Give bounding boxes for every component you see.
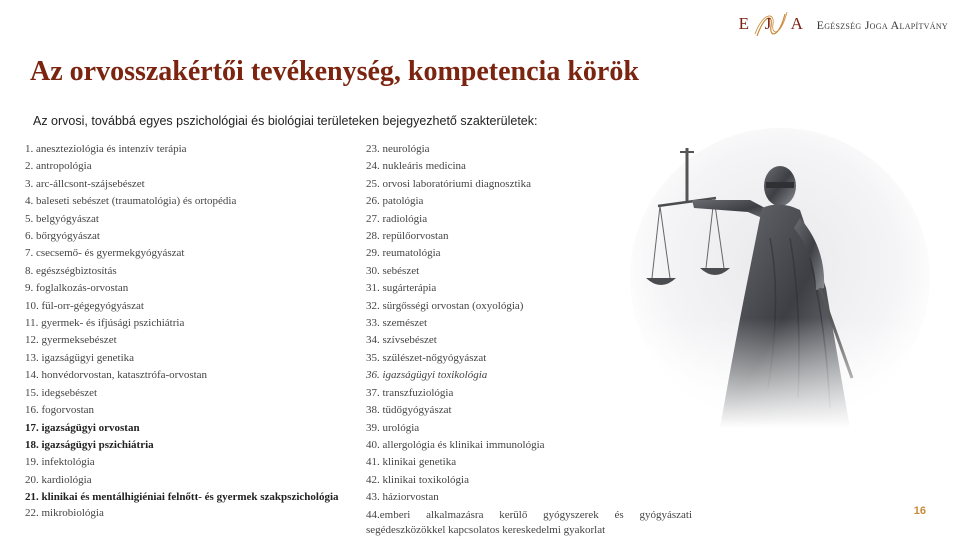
- specialty-right-item: 28. repülőorvostan: [366, 230, 449, 243]
- org-name: Egészség Joga Alapítvány: [816, 17, 948, 32]
- specialty-left-item: 21. klinikai és mentálhigiéniai felnőtt- és gyermek szakpszichológia: [25, 491, 339, 504]
- specialty-right-item: 38. tüdőgyógyászat: [366, 404, 452, 417]
- slide-subtitle: Az orvosi, továbbá egyes pszichológiai és biológiai területeken bejegyezhető szakterületek:: [33, 114, 538, 128]
- specialty-right-item: 23. neurológia: [366, 143, 430, 155]
- specialty-right-item: 24. nukleáris medicina: [366, 160, 466, 173]
- lady-justice-image: [630, 128, 930, 428]
- specialty-left-item: 20. kardiológia: [25, 473, 92, 486]
- specialty-right-item: 31. sugárterápia: [366, 282, 437, 295]
- specialty-right-item: 44.emberi alkalmazásra kerülő gyógyszerek és gyógyászati segédeszközökkel kapcsolatos kereskedelmi gyakorlat: [366, 508, 692, 536]
- specialty-left-item: 14. honvédorvostan, katasztrófa-orvostan: [25, 369, 208, 382]
- page-number: 16: [913, 505, 926, 517]
- specialty-right-item: 36. igazságügyi toxikológia: [366, 369, 488, 382]
- specialty-right-item: 34. szívsebészet: [366, 334, 437, 347]
- logo-letter-e: E: [738, 14, 749, 33]
- specialty-right-item: 32. sürgősségi orvostan (oxyológia): [366, 299, 524, 312]
- specialty-right-item: 41. klinikai genetika: [366, 456, 457, 469]
- specialty-left-item: 1. aneszteziológia és intenzív terápia: [25, 143, 187, 155]
- specialty-left-item: 7. csecsemő- és gyermekgyógyászat: [25, 247, 185, 260]
- logo: [735, 12, 948, 38]
- logo-letter-a: A: [790, 14, 803, 33]
- specialty-right-item: 35. szülészet-nőgyógyászat: [366, 351, 487, 364]
- specialty-right-item: 39. urológia: [366, 421, 420, 434]
- specialty-right-item: 27. radiológia: [366, 212, 428, 225]
- specialty-left-item: 6. bőrgyógyászat: [25, 230, 100, 243]
- specialty-right-item: 33. szemészet: [366, 317, 428, 330]
- specialty-left-item: 2. antropológia: [25, 160, 92, 173]
- specialty-left-item: 19. infektológia: [25, 456, 95, 469]
- specialty-left-item: 9. foglalkozás-orvostan: [25, 282, 129, 295]
- specialty-right-item: 37. transzfuziológia: [366, 386, 454, 399]
- specialty-left-item: 5. belgyógyászat: [25, 212, 99, 225]
- slide-title: Az orvosszakértői tevékenység, kompetencia körök: [30, 56, 639, 87]
- logo-letter-j: J: [764, 14, 772, 33]
- specialty-left-item: 15. idegsebészet: [25, 386, 98, 399]
- specialty-list-left: [25, 141, 352, 523]
- logo-mark: [735, 12, 807, 38]
- specialty-left-item: 22. mikrobiológia: [25, 507, 104, 520]
- specialty-left-item: 3. arc-állcsont-szájsebészet: [25, 177, 145, 190]
- specialty-left-item: 12. gyermeksebészet: [25, 334, 117, 347]
- specialty-left-item: 16. fogorvostan: [25, 404, 95, 417]
- specialty-left-item: 4. baleseti sebészet (traumatológia) és ortopédia: [25, 195, 237, 208]
- specialty-left-item: 11. gyermek- és ifjúsági pszichiátria: [25, 317, 185, 330]
- specialty-right-item: 29. reumatológia: [366, 247, 441, 260]
- specialty-left-item: 8. egészségbiztosítás: [25, 264, 117, 277]
- specialty-left-item: 10. fül-orr-gégegyógyászat: [25, 299, 144, 312]
- specialty-left-item: 17. igazságügyi orvostan: [25, 421, 140, 434]
- specialty-right-item: 42. klinikai toxikológia: [366, 473, 469, 486]
- specialty-right-item: 30. sebészet: [366, 264, 420, 277]
- specialty-right-item: 25. orvosi laboratóriumi diagnosztika: [366, 177, 531, 190]
- specialty-right-item: 43. háziorvostan: [366, 491, 439, 504]
- specialty-left-item: 18. igazságügyi pszichiátria: [25, 438, 154, 451]
- specialty-right-item: 40. allergológia és klinikai immunológia: [366, 438, 545, 451]
- specialty-right-item: 26. patológia: [366, 195, 424, 208]
- specialty-left-item: 13. igazságügyi genetika: [25, 351, 135, 364]
